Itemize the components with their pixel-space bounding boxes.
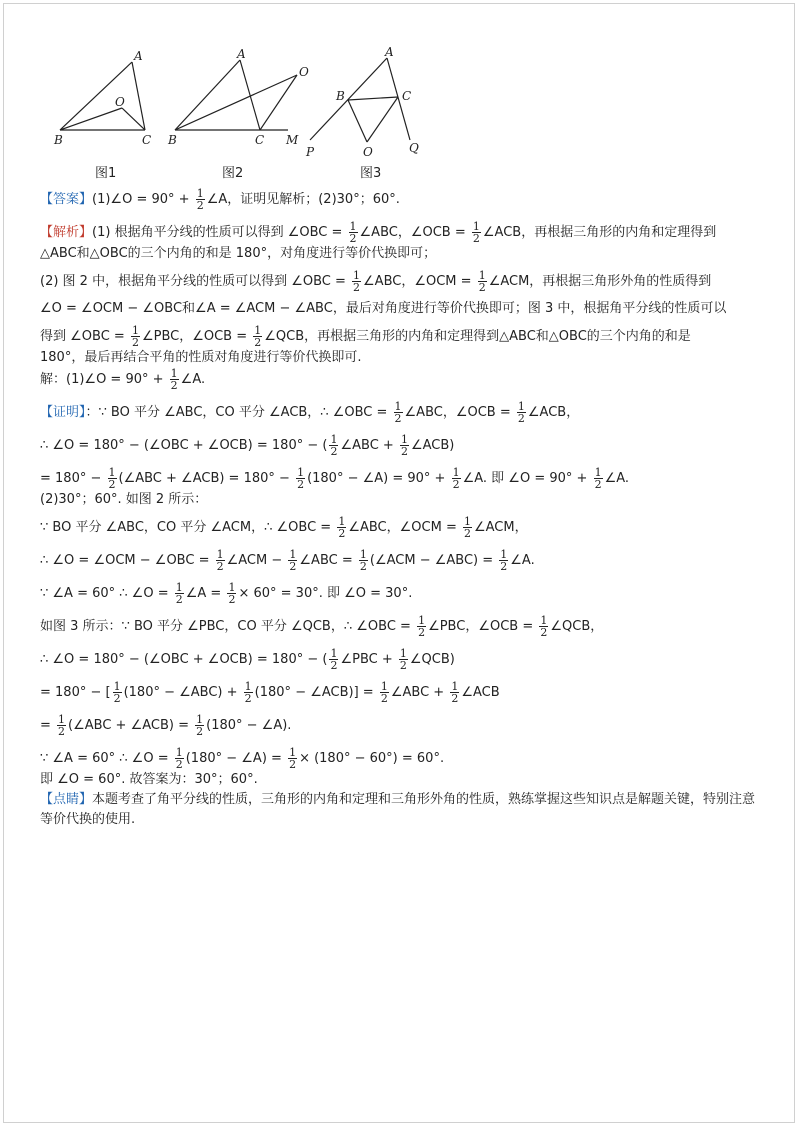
answer-line: 【答案】(1)∠O = 90° + $\frac{1}{2}$ ∠A，证明见解析；(2)30°；60°. xyxy=(40,187,400,212)
fig3-label-q: Q xyxy=(409,141,419,155)
analysis-tag: 【解析】 xyxy=(40,225,93,240)
analysis-line-2: △ABC和△OBC的三个内角的和是 180°，对角度进行等价代换即可； xyxy=(40,246,437,261)
fraction: $\frac{1}{2}$ xyxy=(380,680,388,705)
solution-content xyxy=(40,188,760,830)
fraction: $\frac{1}{2}$ xyxy=(216,548,224,573)
fraction: $\frac{1}{2}$ xyxy=(478,269,486,294)
fig2-caption: 图2 xyxy=(222,166,244,181)
fraction: $\frac{1}{2}$ xyxy=(418,614,426,639)
proof-line-7: ∵ ∠A = 60° ∴ ∠O = $\frac{1}{2}$ ∠A = $\frac{1}{2}$ × 60° = 30°. 即 ∠O = 30°. xyxy=(40,581,413,606)
fig2-label-a: A xyxy=(237,47,246,61)
fig3-label-c: C xyxy=(402,89,412,103)
fraction: $\frac{1}{2}$ xyxy=(540,614,548,639)
fraction: $\frac{1}{2}$ xyxy=(594,466,602,491)
fraction: $\frac{1}{2}$ xyxy=(394,400,402,425)
fraction: $\frac{1}{2}$ xyxy=(175,746,183,771)
analysis-line-1: 【解析】(1) 根据角平分线的性质可以得到 ∠OBC = $\frac{1}{2}$ ∠ABC，∠OCB = $\frac{1}{2}$ ∠ACB，再根据三角形的内角和定理得到 xyxy=(40,220,717,245)
solution-line-1: 解：(1)∠O = 90° + $\frac{1}{2}$ ∠A. xyxy=(40,367,206,392)
fig1-label-b: B xyxy=(54,133,63,147)
fraction: $\frac{1}{2}$ xyxy=(359,548,367,573)
fraction: $\frac{1}{2}$ xyxy=(451,680,459,705)
figure-3 xyxy=(310,58,410,142)
fraction: $\frac{1}{2}$ xyxy=(330,433,338,458)
fraction: $\frac{1}{2}$ xyxy=(228,581,236,606)
fraction: $\frac{1}{2}$ xyxy=(452,466,460,491)
proof-line-2: ∴ ∠O = 180° − (∠OBC + ∠OCB) = 180° − ( $\frac{1}{2}$ ∠ABC + $\frac{1}{2}$ ∠ACB) xyxy=(40,433,455,458)
fig1-label-c: C xyxy=(142,133,152,147)
fig3-caption: 图3 xyxy=(360,166,382,181)
figures-svg xyxy=(40,40,440,190)
fraction: $\frac{1}{2}$ xyxy=(244,680,252,705)
analysis-line-6: 180°，最后再结合平角的性质对角度进行等价代换即可. xyxy=(40,350,362,365)
proof-line-12: ∵ ∠A = 60° ∴ ∠O = $\frac{1}{2}$ (180° − ∠A) = $\frac{1}{2}$ × (180° − 60°) = 60°. xyxy=(40,746,445,771)
fraction: $\frac{1}{2}$ xyxy=(289,746,297,771)
fraction: $\frac{1}{2}$ xyxy=(500,548,508,573)
fig1-label-a: A xyxy=(134,49,143,63)
fraction: $\frac{1}{2}$ xyxy=(349,220,357,245)
proof-line-5: ∵ BO 平分 ∠ABC，CO 平分 ∠ACM，∴ ∠OBC = $\frac{1}{2}$ ∠ABC，∠OCM = $\frac{1}{2}$ ∠ACM， xyxy=(40,515,528,540)
proof-line-1: 【证明】：∵ BO 平分 ∠ABC，CO 平分 ∠ACB，∴ ∠OBC = $\frac{1}{2}$ ∠ABC，∠OCB = $\frac{1}{2}$ ∠ACB， xyxy=(40,400,580,425)
fraction: $\frac{1}{2}$ xyxy=(113,680,121,705)
fraction: $\frac{1}{2}$ xyxy=(254,324,262,349)
proof-line-9: ∴ ∠O = 180° − (∠OBC + ∠OCB) = 180° − ( $\frac{1}{2}$ ∠PBC + $\frac{1}{2}$ ∠QCB) xyxy=(40,647,455,672)
fraction: $\frac{1}{2}$ xyxy=(297,466,305,491)
fig2-label-o: O xyxy=(299,65,309,79)
figure-1 xyxy=(60,62,145,130)
analysis-line-5: 得到 ∠OBC = $\frac{1}{2}$ ∠PBC，∠OCB = $\frac{1}{2}$ ∠QCB，再根据三角形的内角和定理得到△ABC和△OBC的三个内角的和是 xyxy=(40,324,691,349)
fig1-label-o: O xyxy=(115,95,125,109)
fraction: $\frac{1}{2}$ xyxy=(131,324,139,349)
fig3-label-a: A xyxy=(385,45,394,59)
fig3-label-b: B xyxy=(336,89,345,103)
fraction: $\frac{1}{2}$ xyxy=(472,220,480,245)
figure-2 xyxy=(175,60,297,130)
proof-line-3: = 180° − $\frac{1}{2}$ (∠ABC + ∠ACB) = 180° − $\frac{1}{2}$ (180° − ∠A) = 90° + $\frac{1}{2}$ ∠A. 即 ∠O = 90° + $\frac{1}{2}$ ∠A. xyxy=(40,466,630,491)
proof-line-6: ∴ ∠O = ∠OCM − ∠OBC = $\frac{1}{2}$ ∠ACM − $\frac{1}{2}$ ∠ABC = $\frac{1}{2}$ (∠ACM − ∠ABC) = $\frac{1}{2}$ ∠A. xyxy=(40,548,535,573)
proof-line-11: = $\frac{1}{2}$ (∠ABC + ∠ACB) = $\frac{1}{2}$ (180° − ∠A). xyxy=(40,713,292,738)
proof-line-10: = 180° − [ $\frac{1}{2}$ (180° − ∠ABC) + $\frac{1}{2}$ (180° − ∠ACB)] = $\frac{1}{2}$ ∠ABC + $\frac{1}{2}$ ∠ACB xyxy=(40,680,500,705)
fraction: $\frac{1}{2}$ xyxy=(289,548,297,573)
fig2-label-b: B xyxy=(168,133,177,147)
fig2-label-c: C xyxy=(255,133,265,147)
proof-tag: 【证明】 xyxy=(40,405,86,420)
fraction: $\frac{1}{2}$ xyxy=(330,647,338,672)
proof-line-13: 即 ∠O = 60°. 故答案为：30°；60°. xyxy=(40,772,258,787)
fraction: $\frac{1}{2}$ xyxy=(399,647,407,672)
answer-tag: 【答案】 xyxy=(40,192,93,207)
review-paragraph: 【点睛】本题考查了角平分线的性质，三角形的内角和定理和三角形外角的性质，熟练掌握这些知识点是解题关键，特别注意等价代换的使用. xyxy=(40,792,756,827)
fraction: $\frac{1}{2}$ xyxy=(338,515,346,540)
fraction: $\frac{1}{2}$ xyxy=(517,400,525,425)
fig3-label-p: P xyxy=(306,145,315,159)
review-tag: 【点睛】 xyxy=(40,792,93,807)
fraction: $\frac{1}{2}$ xyxy=(108,466,116,491)
analysis-line-4: ∠O = ∠OCM − ∠OBC和∠A = ∠ACM − ∠ABC，最后对角度进行等价代换即可；图 3 中，根据角平分线的性质可以 xyxy=(40,301,727,316)
fraction: $\frac{1}{2}$ xyxy=(353,269,361,294)
fig1-caption: 图1 xyxy=(95,166,117,181)
fraction: $\frac{1}{2}$ xyxy=(463,515,471,540)
fig2-label-m: M xyxy=(286,133,299,147)
analysis-line-3: (2) 图 2 中，根据角平分线的性质可以得到 ∠OBC = $\frac{1}{2}$ ∠ABC，∠OCM = $\frac{1}{2}$ ∠ACM，再根据三角形外角的性质得到 xyxy=(40,269,712,294)
fraction: $\frac{1}{2}$ xyxy=(196,713,204,738)
proof-line-4: (2)30°；60°. 如图 2 所示： xyxy=(40,492,208,507)
fraction: $\frac{1}{2}$ xyxy=(175,581,183,606)
fraction: $\frac{1}{2}$ xyxy=(170,367,178,392)
geometry-figures xyxy=(40,40,440,190)
proof-line-8: 如图 3 所示：∵ BO 平分 ∠PBC，CO 平分 ∠QCB，∴ ∠OBC = $\frac{1}{2}$ ∠PBC，∠OCB = $\frac{1}{2}$ ∠QCB， xyxy=(40,614,604,639)
fraction: $\frac{1}{2}$ xyxy=(58,713,66,738)
fig3-label-o: O xyxy=(363,145,373,159)
fraction: $\frac{1}{2}$ xyxy=(400,433,408,458)
fraction: $\frac{1}{2}$ xyxy=(196,187,204,212)
